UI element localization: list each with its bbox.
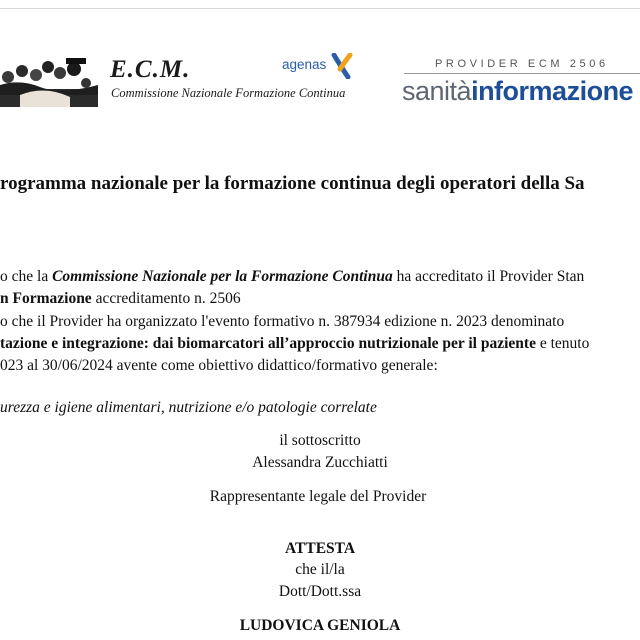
signer-label: il sottoscritto	[279, 432, 361, 449]
paragraph-line-2	[0, 290, 241, 308]
sanitainformazione-logo	[402, 76, 633, 107]
agenas-label: agenas	[282, 57, 327, 72]
attesta-heading: ATTESTA	[284, 540, 356, 557]
line1-prefix: o che la	[0, 268, 53, 285]
document-title: rogramma nazionale per la formazione continua degli operatori della Sa	[0, 173, 585, 194]
paragraph-line-1	[0, 268, 584, 286]
paragraph-line-4	[0, 335, 589, 353]
signer-name: Alessandra Zucchiatti	[252, 454, 388, 471]
event-title: tazione e integrazione: dai biomarcatori all’approccio nutrizionale per il paziente	[0, 335, 536, 352]
brand-part-1: sanità	[402, 76, 472, 106]
commission-name: Commissione Nazionale per la Formazione Continua	[52, 268, 393, 285]
top-border	[0, 8, 640, 9]
provider-label: PROVIDER ECM 2506	[435, 58, 609, 70]
agenas-logo	[282, 53, 362, 81]
provider-name: n Formazione	[0, 290, 92, 307]
signer-role: Rappresentante legale del Provider	[209, 488, 427, 505]
brand-part-2: informazione	[471, 76, 634, 106]
ecm-subtitle: Commissione Nazionale Formazione Continua	[111, 86, 346, 100]
recipient-name: LUDOVICA GENIOLA	[239, 617, 401, 634]
training-objective: urezza e igiene alimentari, nutrizione e/o patologie correlate	[0, 399, 377, 416]
agenas-x-icon	[330, 53, 356, 79]
provider-divider	[404, 73, 640, 74]
line4-rest: e tenuto	[535, 335, 590, 352]
ecm-etching-logo	[0, 55, 98, 107]
accreditation-text: accreditamento n. 2506	[91, 290, 241, 307]
line1-suffix: ha accreditato il Provider Stan	[392, 268, 585, 285]
ecm-title: E.C.M.	[110, 56, 191, 83]
paragraph-line-5: 023 al 30/06/2024 avente come obiettivo didattico/formativo generale:	[0, 357, 438, 374]
che-label: che il/la	[295, 561, 345, 578]
paragraph-line-3: o che il Provider ha organizzato l'evento formativo n. 387934 edizione n. 2023 denominato	[0, 313, 565, 330]
dott-label: Dott/Dott.ssa	[278, 583, 362, 600]
